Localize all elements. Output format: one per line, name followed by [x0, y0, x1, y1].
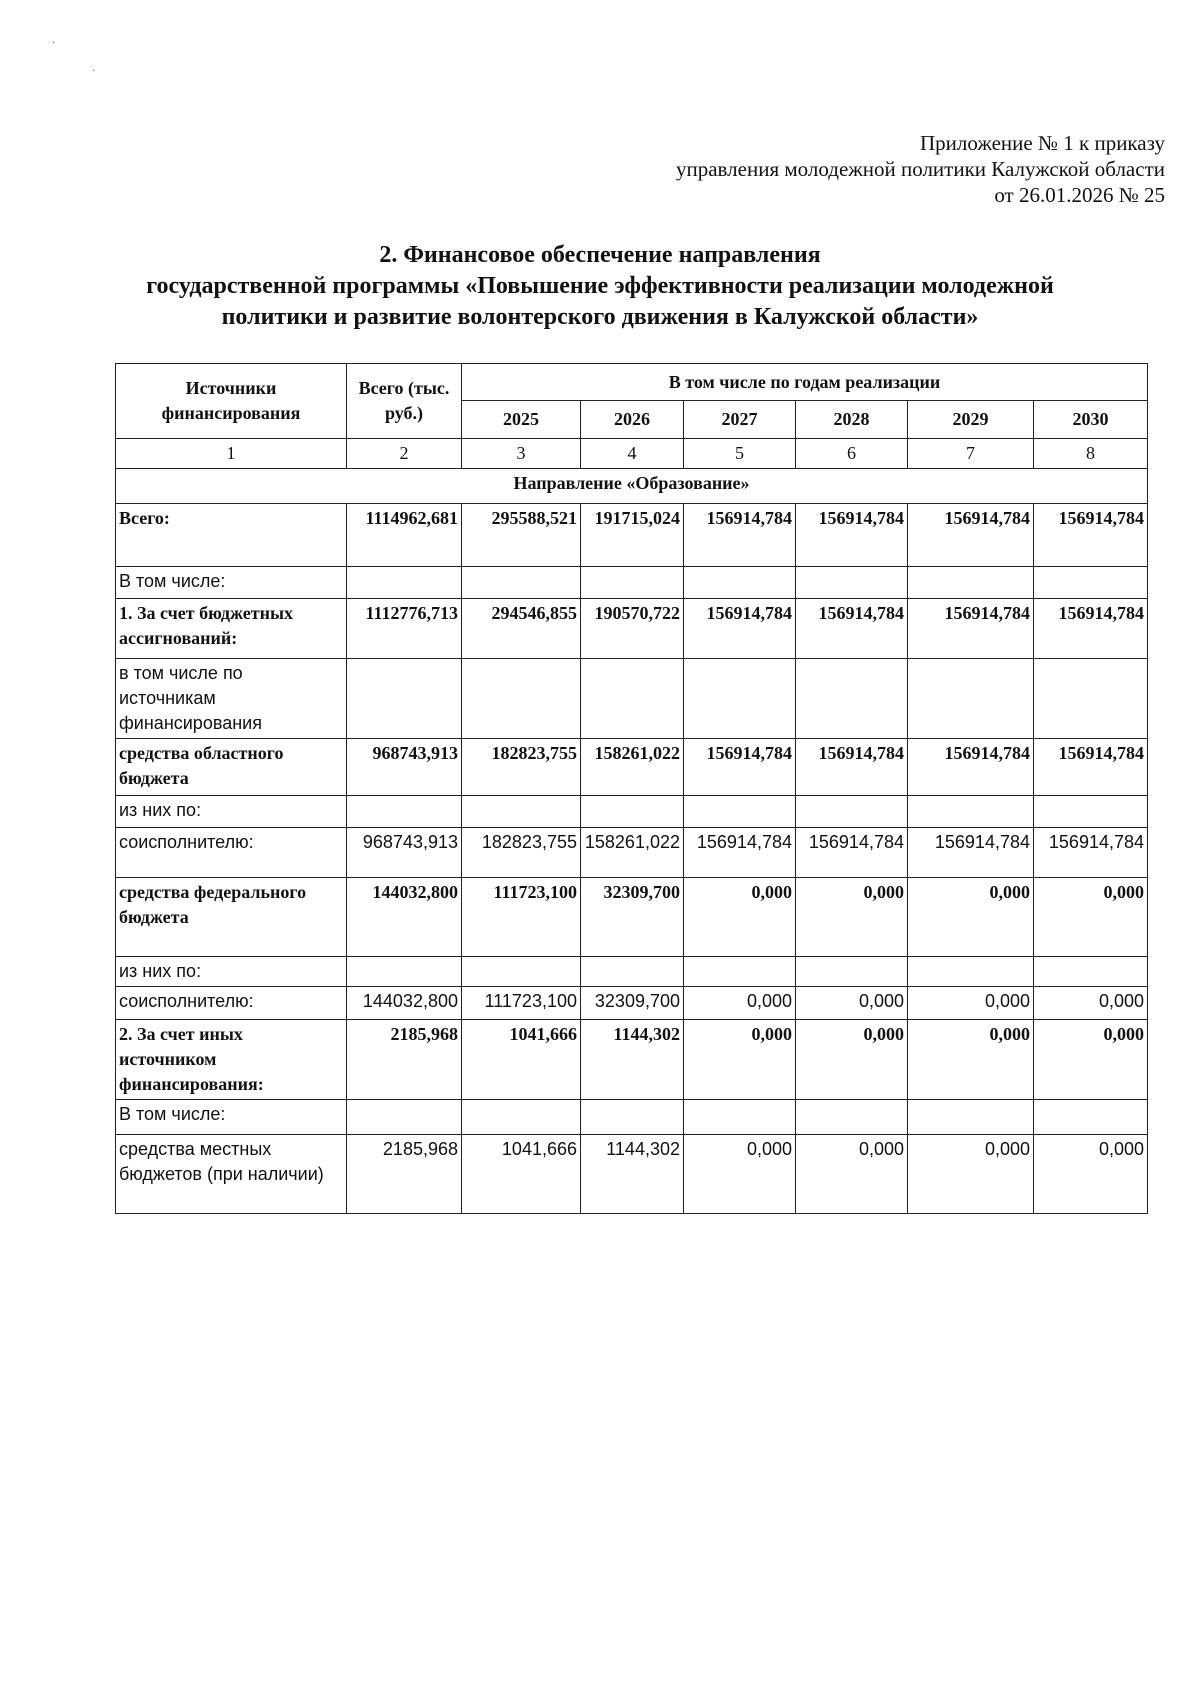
row-label: В том числе: [116, 1100, 347, 1135]
row-year-cell [581, 567, 684, 599]
row-year-cell [581, 659, 684, 739]
row-year-cell [908, 796, 1034, 828]
title-line-3: политики и развитие волонтерского движения в Калужской области» [221, 304, 979, 330]
row-year-cell: 156914,784 [796, 739, 908, 796]
row-year-cell [1034, 567, 1148, 599]
table-row [116, 1135, 1148, 1214]
row-year-cell: 294546,855 [462, 599, 581, 659]
row-year-cell: 111723,100 [462, 987, 581, 1020]
row-year-cell: 0,000 [1034, 878, 1148, 957]
row-year-cell: 0,000 [908, 1020, 1034, 1100]
appendix-line-3: от 26.01.2026 № 25 [994, 183, 1165, 207]
row-year-cell [684, 957, 796, 987]
row-total-cell: 2185,968 [347, 1135, 462, 1214]
row-year-cell [908, 659, 1034, 739]
row-year-cell: 0,000 [796, 987, 908, 1020]
row-year-cell: 0,000 [684, 1020, 796, 1100]
section-title: Направление «Образование» [116, 469, 1148, 504]
row-year-cell: 0,000 [796, 1135, 908, 1214]
row-year-cell: 1041,666 [462, 1135, 581, 1214]
row-total-cell [347, 659, 462, 739]
row-year-cell: 156914,784 [684, 504, 796, 567]
column-number: 4 [581, 439, 684, 469]
row-year-cell: 156914,784 [796, 828, 908, 878]
row-year-cell: 0,000 [1034, 1020, 1148, 1100]
row-year-cell: 156914,784 [908, 739, 1034, 796]
row-label: в том числе по источникам финансирования [116, 659, 347, 739]
row-year-cell [908, 567, 1034, 599]
table-row [116, 599, 1148, 659]
table-row [116, 567, 1148, 599]
row-year-cell: 111723,100 [462, 878, 581, 957]
row-year-cell [581, 957, 684, 987]
row-total-cell [347, 796, 462, 828]
table-row [116, 878, 1148, 957]
table-row [116, 659, 1148, 739]
header-years-group: В том числе по годам реализации [462, 364, 1148, 401]
row-label: 1. За счет бюджетных ассигнований: [116, 599, 347, 659]
row-year-cell: 190570,722 [581, 599, 684, 659]
column-number: 8 [1034, 439, 1148, 469]
row-year-cell [462, 796, 581, 828]
row-year-cell: 0,000 [1034, 1135, 1148, 1214]
row-year-cell: 156914,784 [684, 599, 796, 659]
scan-speck: · [92, 66, 96, 77]
scan-speck: · [52, 38, 56, 49]
row-year-cell: 32309,700 [581, 878, 684, 957]
row-year-cell: 0,000 [684, 878, 796, 957]
row-total-cell: 2185,968 [347, 1020, 462, 1100]
row-label: средства федерального бюджета [116, 878, 347, 957]
row-year-cell: 156914,784 [796, 599, 908, 659]
row-label: соисполнителю: [116, 987, 347, 1020]
table-row [116, 987, 1148, 1020]
document-title [100, 240, 1100, 333]
row-year-cell: 156914,784 [908, 599, 1034, 659]
row-year-cell: 156914,784 [684, 828, 796, 878]
row-year-cell [1034, 1100, 1148, 1135]
column-number: 5 [684, 439, 796, 469]
header-year: 2028 [796, 401, 908, 439]
column-number: 2 [347, 439, 462, 469]
row-year-cell: 0,000 [1034, 987, 1148, 1020]
row-total-cell: 968743,913 [347, 828, 462, 878]
row-year-cell: 295588,521 [462, 504, 581, 567]
row-year-cell: 0,000 [908, 878, 1034, 957]
row-year-cell: 0,000 [908, 987, 1034, 1020]
header-year: 2025 [462, 401, 581, 439]
row-year-cell: 32309,700 [581, 987, 684, 1020]
row-year-cell: 156914,784 [908, 504, 1034, 567]
row-year-cell [796, 796, 908, 828]
row-label: 2. За счет иных источником финансирования: [116, 1020, 347, 1100]
row-year-cell [684, 796, 796, 828]
header-row-1 [116, 364, 1148, 401]
row-year-cell: 191715,024 [581, 504, 684, 567]
row-year-cell [462, 659, 581, 739]
table-row [116, 739, 1148, 796]
appendix-line-1: Приложение № 1 к приказу [920, 131, 1165, 155]
row-year-cell: 0,000 [908, 1135, 1034, 1214]
row-year-cell: 1144,302 [581, 1020, 684, 1100]
row-year-cell: 156914,784 [1034, 504, 1148, 567]
row-year-cell: 0,000 [796, 878, 908, 957]
column-number: 1 [116, 439, 347, 469]
row-label: средства областного бюджета [116, 739, 347, 796]
row-total-cell [347, 567, 462, 599]
header-year: 2030 [1034, 401, 1148, 439]
table-row [116, 504, 1148, 567]
row-year-cell: 0,000 [684, 1135, 796, 1214]
row-label: из них по: [116, 957, 347, 987]
table-row [116, 828, 1148, 878]
header-total: Всего (тыс. руб.) [347, 364, 462, 439]
financing-table [115, 363, 1148, 1214]
row-year-cell [908, 1100, 1034, 1135]
row-year-cell [796, 659, 908, 739]
row-year-cell: 182823,755 [462, 828, 581, 878]
row-year-cell: 158261,022 [581, 828, 684, 878]
row-label: из них по: [116, 796, 347, 828]
row-label: Всего: [116, 504, 347, 567]
row-year-cell [684, 659, 796, 739]
row-label: средства местных бюджетов (при наличии) [116, 1135, 347, 1214]
column-number: 6 [796, 439, 908, 469]
row-year-cell [1034, 957, 1148, 987]
table-row [116, 1020, 1148, 1100]
title-line-1: 2. Финансовое обеспечение направления [379, 242, 821, 268]
table-row [116, 1100, 1148, 1135]
row-year-cell: 0,000 [796, 1020, 908, 1100]
row-year-cell [581, 1100, 684, 1135]
row-year-cell: 156914,784 [908, 828, 1034, 878]
header-year: 2026 [581, 401, 684, 439]
row-label: соисполнителю: [116, 828, 347, 878]
column-number-row [116, 439, 1148, 469]
table-body [116, 504, 1148, 1214]
row-year-cell [796, 567, 908, 599]
column-number: 7 [908, 439, 1034, 469]
row-year-cell [684, 1100, 796, 1135]
header-year: 2027 [684, 401, 796, 439]
row-year-cell: 156914,784 [684, 739, 796, 796]
row-year-cell: 0,000 [684, 987, 796, 1020]
row-year-cell [462, 1100, 581, 1135]
header-year: 2029 [908, 401, 1034, 439]
table-row [116, 796, 1148, 828]
row-total-cell: 1112776,713 [347, 599, 462, 659]
row-year-cell [684, 567, 796, 599]
row-year-cell: 156914,784 [1034, 828, 1148, 878]
row-label: В том числе: [116, 567, 347, 599]
row-total-cell [347, 1100, 462, 1135]
row-year-cell [1034, 659, 1148, 739]
row-year-cell: 158261,022 [581, 739, 684, 796]
row-total-cell: 968743,913 [347, 739, 462, 796]
row-total-cell: 144032,800 [347, 878, 462, 957]
row-year-cell: 156914,784 [796, 504, 908, 567]
row-year-cell [462, 567, 581, 599]
column-number: 3 [462, 439, 581, 469]
row-total-cell [347, 957, 462, 987]
row-year-cell: 182823,755 [462, 739, 581, 796]
row-year-cell [1034, 796, 1148, 828]
row-year-cell: 156914,784 [1034, 599, 1148, 659]
header-source: Источники финансирования [116, 364, 347, 439]
row-year-cell [796, 957, 908, 987]
row-year-cell: 156914,784 [1034, 739, 1148, 796]
row-year-cell: 1041,666 [462, 1020, 581, 1100]
title-line-2: государственной программы «Повышение эффективности реализации молодежной [146, 273, 1054, 299]
appendix-line-2: управления молодежной политики Калужской области [675, 157, 1165, 181]
table-row [116, 957, 1148, 987]
row-year-cell [908, 957, 1034, 987]
section-row [116, 469, 1148, 504]
appendix-reference [676, 130, 1165, 208]
row-year-cell: 1144,302 [581, 1135, 684, 1214]
row-total-cell: 144032,800 [347, 987, 462, 1020]
row-year-cell [796, 1100, 908, 1135]
row-year-cell [462, 957, 581, 987]
row-year-cell [581, 796, 684, 828]
row-total-cell: 1114962,681 [347, 504, 462, 567]
